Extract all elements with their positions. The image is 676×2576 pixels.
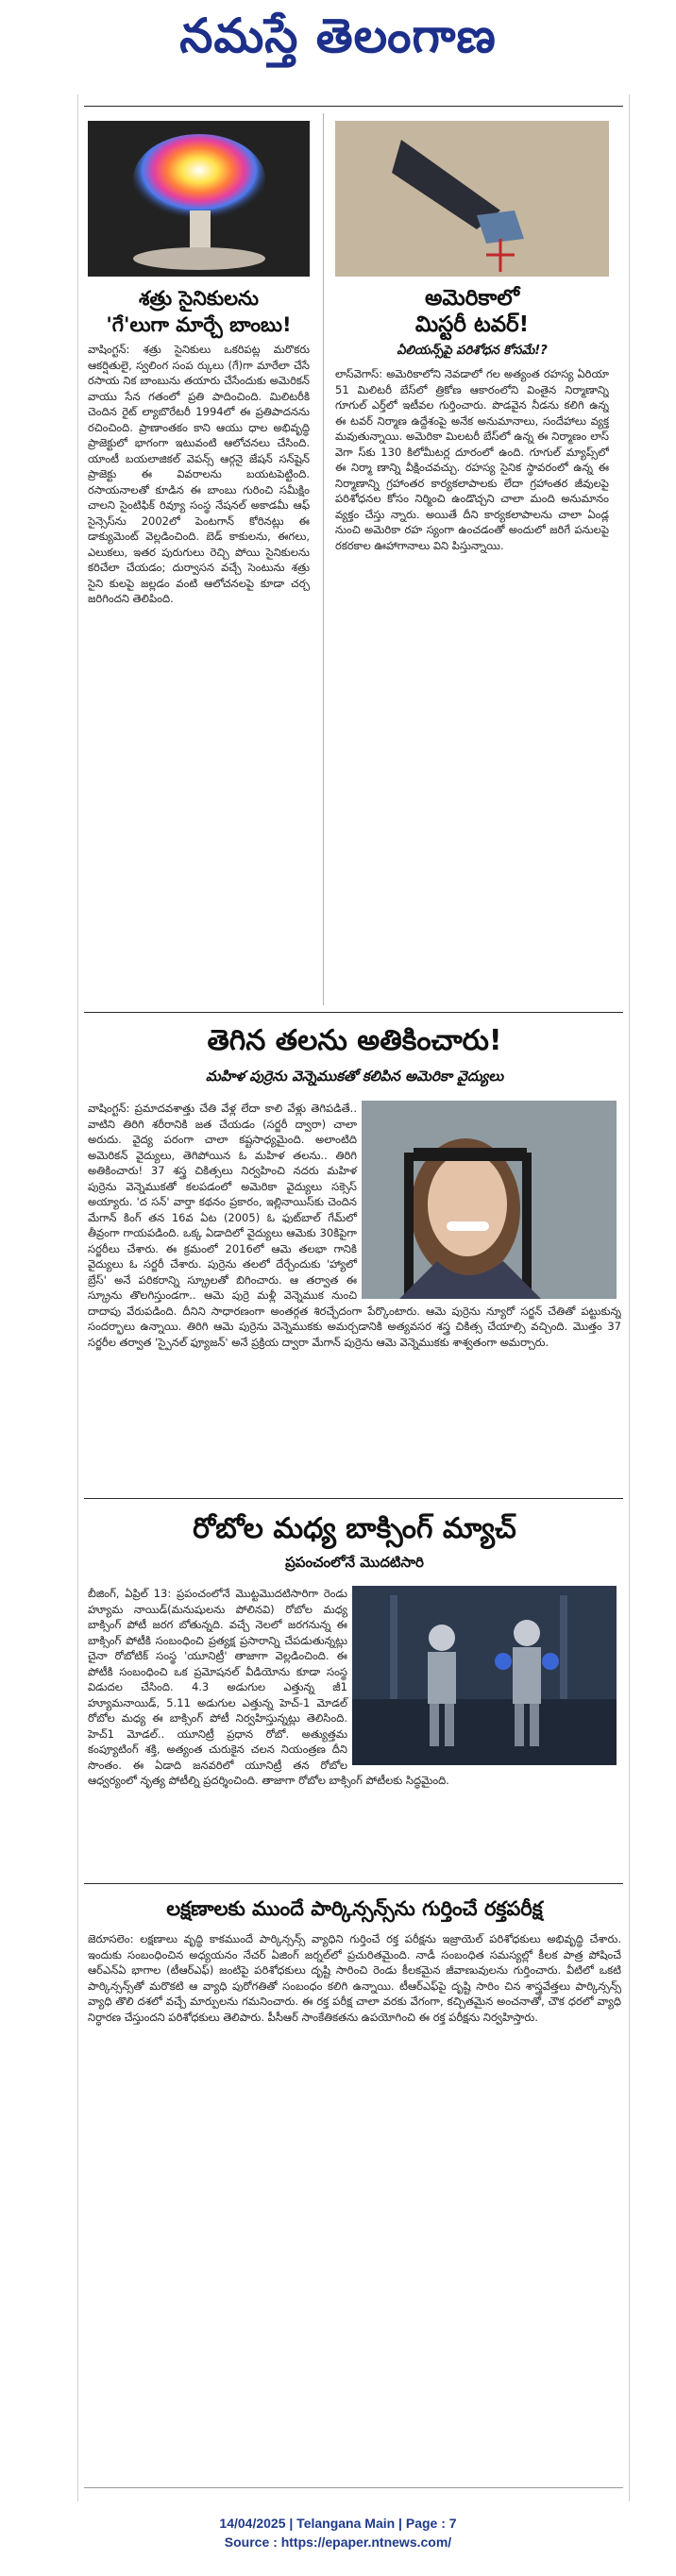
satellite-tower-photo [335,121,609,277]
boxing-headline: రోబోల మధ్య బాక్సింగ్ మ్యాచ్ [193,1512,516,1545]
boxing-article-body [88,1586,621,1869]
tower-article-body [335,366,609,1008]
head-article-text: వాషింగ్టన్: ప్రమాదవశాత్తు చేతి వేళ్ల లేదా కాలి వేళ్లు తెగిపడితే.. వాటిని తిరిగి శరీరానికి జత చేయడం (సర్జరీ ద్వారా) చాలా అరుదు. వైద్య పరంగా చాలా కష్టసాధ్యమైంది. అలాంటిది అమెరికన్ వైద్యులు, తెగిపోయిన ఓ మహిళ తలను.. తిరిగి అతికించారు! 37 శస్త్ర చికిత్సలు నిర్వహించి నదరు మహిళ పుర్రెను వెన్నెముకతో కలపడంలో అమెరికా వైద్యులు సక్సెస్ అయ్యారు. 'ద సన్' వార్తా కథనం ప్రకారం, ఇల్లినాయిస్‌కు చెందిన మేగాన్ కింగ్ తన 16వ ఏట (2005) ఓ ఫుట్‌బాల్ గేమ్‌లో తీవ్రంగా గాయపడింది. ఒక్క ఏడాదిలో వైద్యులు ఆమెకు 30కిపైగా సర్జరీలు చేశారు. ఈ క్రమంలో 2016లో ఆమె తలభా గానికి వైద్యులు ఓ సర్జరీ చేశారు. పుర్రెను తలలో దేర్చేందుకు 'హ్యాలో బ్రేస్' అనే పరికరాన్ని స్క్రూలతో బిగించారు. ఆ తర్వాత ఈ స్క్రూను తొలగిస్తుండగా.. ఆమె పుర్రె మళ్లీ వెన్నెముక నుంచి దాదాపు వేరుపడింది. దీనిని సాధారణంగా అంతర్గత శిరచ్ఛేదంగా పేర్కొంటారు. ఆమె పుర్రెను న్యూరో సర్జన్ చేతితో పట్టుకున్న సందర్భాలు ఉన్నాయి. తిరిగి ఆమె పుర్రెను వెన్నెముకకు అమర్చడానికి అత్యవసర శస్త్ర చికిత్స చేయాల్సి వచ్చింది. మొత్తం 37 సర్జరీల తర్వాత 'స్పైనల్ ఫ్యూజన్' అనే ప్రక్రియ ద్వారా మేగాన్ పుర్రెను ఆమె వెన్నెముకకు శాశ్వతంగా అమర్చారు. [88,1102,621,1349]
parkinsons-article-text: జెరూసలెం: లక్షణాలు వృద్ధి కాకముందే పార్కిన్సన్స్ వ్యాధిని గుర్తించే రక్త పరీక్షను ఇజ్రాయెల్ పరిశోధకులు అభివృద్ధి చేశారు. ఇందుకు సంబంధించిన అధ్యయనం నేచర్ ఏజింగ్ జర్నల్‌లో ప్రచురితమైంది. నాడీ సంబంధిత సమస్యల్లో కీలక పాత్ర పోషించే ఆర్ఎన్ఏ భాగాల (టీఆర్ఎఫ్) జంటిపై పరిశోధకులు దృష్టి సారించి రెండు కీలకమైన జీవాణువులను గుర్తించారు. వీటిలో ఒకటి పార్కిన్సన్స్‌తో మరొకటి ఆ వ్యాధి పురోగతితో సంబంధం కలిగి ఉన్నాయి. టీఆర్ఎఫ్‌పై దృష్టి సారిం చిన శాస్త్రవేత్తలు పార్కిన్సన్స్ వ్యాధి తొలి దశలో వచ్చే మార్పులను గమనించారు. ఈ రక్త పరీక్ష చాలా వరకు వేగంగా, కచ్చితమైన అంచనాతో, చౌక ధరలో వ్యాధి నిర్ధారణ చేస్తుందని పరిశోధకులు తెలిపారు. పీసీఆర్ సాంకేతికతను ఉపయోగించి ఈ రక్త పరీక్షను నిర్వహిస్తారు. [88,1932,621,2024]
section-divider-2 [84,1498,623,1499]
top-rule [84,106,623,107]
tower-subtitle: ఏలియన్స్‌పై పరిశోధన కోసమే!? [397,344,548,358]
mushroom-cloud-photo [88,121,310,277]
head-subtitle: మహిళ పుర్రెను వెన్నెముకతో కలిపిన అమెరికా వైద్యులు [205,1068,504,1085]
parkinsons-article-body [88,1931,621,2422]
bomb-headline-line2: 'గే'లుగా మార్చే బాంబు! [106,313,292,336]
photo-wrap-spacer [357,1101,621,1301]
boxing-subtitle: ప్రపంచంలోనే మొదటిసారి [285,1554,424,1571]
parkinsons-headline: లక్షణాలకు ముందే పార్కిన్సన్స్‌ను గుర్తించే రక్తపరీక్ష [166,1897,543,1920]
boxing-article-text: బీజింగ్, ఏప్రిల్ 13: ప్రపంచంలోనే మొట్టమొదటిసారిగా రెండు హ్యూమ నాయిడ్(మనుషులను పోలినవి) రోబోల మధ్య బాక్సింగ్ పోటీ జరగ బోతున్నది. వచ్చే నెలలో జరగనున్న ఈ బాక్సింగ్ పోటీకి సంబంధించి ప్రత్యక్ష ప్రసారాన్ని చేపడుతున్నట్లు చైనా రోబోటిక్ సంస్థ 'యూనిట్రీ' తాజాగా వెల్లడించింది. ఈ పోటీకి సంబంధించి ఒక ప్రమోషనల్ వీడియోను కూడా సంస్థ విడుదల చేసింది. 4.3 అడుగుల ఎత్తున్న జీ1 హ్యూమనాయిడ్, 5.11 అడుగుల ఎత్తున్న హెచ్-1 మోడల్ రోబోల మధ్య ఈ బాక్సింగ్ పోటీ నిర్వహిస్తున్నట్లు తెలిసింది. హెచ్1 మోడల్.. యూనిట్రీ ప్రధాన రోబో. అత్యుత్తమ కంప్యూటింగ్ శక్తి, అత్యంత చురుకైన చలన నియంత్రణ దీని సొంతం. ఈ ఏడాది జనవరిలో యూనిట్రీ తన రోబోల ఆధ్వర్యంలో నృత్య పోటీల్ని ప్రదర్శించింది. తాజాగా రోబోల బాక్సింగ్ పోటీలకు సిద్ధమైంది. [88,1587,449,1787]
section-divider-1 [84,1012,623,1013]
tower-headline [335,285,609,338]
footer-source-link[interactable]: Source : https://epaper.ntnews.com/ [224,2534,452,2550]
column-divider [323,113,324,1005]
bomb-headline [88,285,310,338]
robots-photo-wrap-spacer [347,1586,621,1767]
head-article-body [88,1101,621,1488]
tower-headline-line2: మిస్టరీ టవర్! [414,312,530,337]
newspaper-logo: నమస్తే తెలంగాణ [179,8,497,63]
tower-article-text: లాస్‌వెగాస్: అమెరికాలోని నెవడాలో గల అత్యంత రహస్య ఏరియా 51 మిలిటరీ బేస్‌లో త్రికోణ ఆకారంలోని వింతైన నిర్మాణాన్ని గూగుల్ ఎర్త్‌లో ఇటీవల గుర్తించారు. పొడవైన నీడను కలిగి ఉన్న ఈ టవర్ నిర్మాణ ఉద్దేశంపై అనేక అనుమానాలు, సందేహాలు వ్యక్త మవుతున్నాయి. అమెరికా మిలటరీ బేస్‌లో ఉన్న ఈ నిర్మాణం లాస్ వెగా స్‌కు 130 కిలోమీటర్ల దూరంలో ఉంది. గూగుల్ మ్యాప్స్‌లో ఈ నిర్మా ణాన్ని వీక్షించవచ్చు. రహస్య సైనిక స్థావరంలో ఉన్న ఈ నిర్మాణాన్ని గ్రహాంతర కార్యకలాపాలకు లేదా గ్రహాంతర జీవులపై పరిశోధనల కోసం నిర్మించి ఉండొచ్చని చాలా మంది అనుమానం వ్యక్తం చేస్తు న్నారు. అయితే దీని కార్యకలాపాలను చాలా ఏండ్ల నుంచి అమెరికా రహ స్యంగా ఉంచడంతో అందులో జరిగే పనులపై రకరకాల ఊహాగానాలు విని పిస్తున్నాయి. [335,367,609,552]
bomb-article-body [88,342,310,1002]
head-headline: తెగిన తలను అతికించారు! [207,1024,502,1057]
section-divider-3 [84,1883,623,1884]
masthead [0,0,676,83]
tower-headline-line1: అమెరికాలో [425,286,519,311]
newspaper-page [77,94,630,2501]
bomb-article-text: వాషింగ్టన్: శత్రు సైనికులు ఒకరిపట్ల మరొకరు ఆకర్షితులై, స్వలింగ సంప ర్కులు (గే)గా మారేలా చేసే రసాయ నిక బాంబును తయారు చేసేందుకు అమెరికన్ వాయు సేన గతంలో ప్రతి పాదించింది. మిలిటరీకి చెందిన రైట్ ల్యాబొరేటరీ 1994లో ఈ ప్రతిపాదనను రచించింది. ప్రాణాంతకం కాని ఆయు ధాల అభివృద్ధి ప్రాజెక్టులో భాగంగా ఇటువంటి ఆలోచనలు చేసింది. యాంటీ బయలాజికల్ వెపన్స్ ఆర్గనై జేషన్ సన్‌షైన్ ప్రాజెక్టు ఈ వివరాలను బయటపెట్టింది. రసాయనాలతో కూడిన ఈ బాంబు గురించి సమీక్షిం చాలని సైంటిఫిక్ రివ్యూ సంస్థ నేషనల్ అకాడమీ ఆఫ్ సైన్సెస్‌ను 2002లో పెంటగాన్ కోరినట్లు ఈ డాక్యుమెంట్ వెల్లడించింది. బెడ్ కాకులను, ఈగలు, ఎలుకలు, ఇతర పురుగులు రెచ్చి పోయి సైనికులను కరిచేలా చేయడం; దుర్వాసన వచ్చే సెంటును శత్రు సైని కులపై జల్లడం వంటి ఆలోచనలపై కూడా చర్చ జరిగిందని తెలిపింది. [88,343,310,605]
bottom-rule [84,2487,623,2488]
footer-date-line: 14/04/2025 | Telangana Main | Page : 7 [219,2516,457,2531]
bomb-headline-line1: శత్రు సైనికులను [138,287,260,310]
